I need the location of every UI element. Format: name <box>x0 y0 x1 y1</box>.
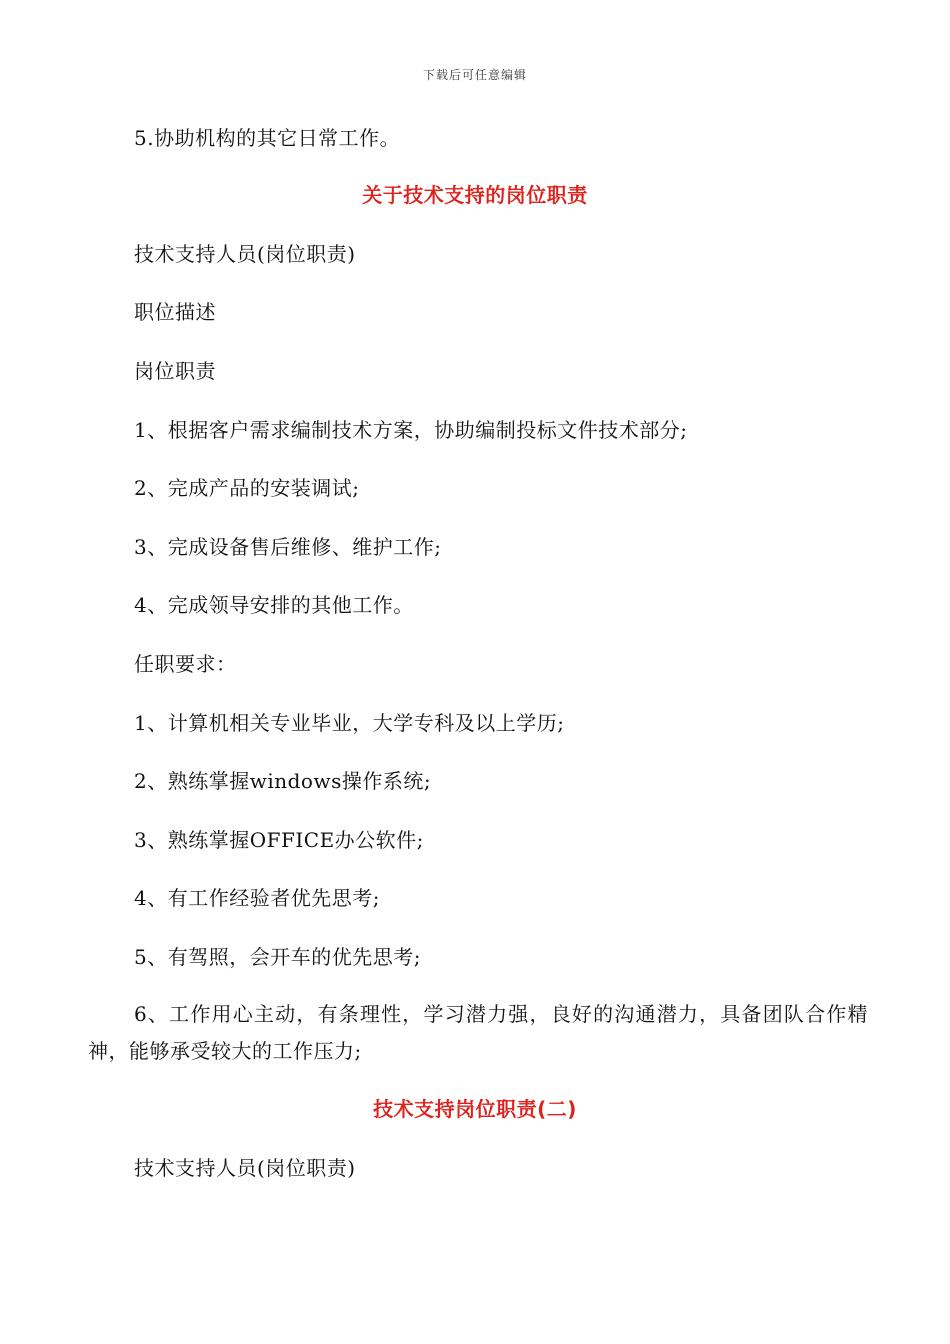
duty-item-4: 4、完成领导安排的其他工作。 <box>134 593 414 617</box>
requirement-item-6: 6、工作用心主动，有条理性，学习潜力强，良好的沟通潜力，具备团队合作精神，能够承受较大的工作压力; <box>88 1002 868 1063</box>
section-title-tech-support: 关于技术支持的岗位职责 <box>362 183 588 207</box>
duties-label: 岗位职责 <box>134 359 216 383</box>
duty-item-2: 2、完成产品的安装调试; <box>134 476 360 500</box>
previous-item-5: 5.协助机构的其它日常工作。 <box>134 126 401 150</box>
header-note: 下载后可任意编辑 <box>422 68 527 82</box>
requirement-item-1: 1、计算机相关专业毕业，大学专科及以上学历; <box>134 711 565 735</box>
role-title: 技术支持人员(岗位职责) <box>134 242 356 266</box>
requirement-item-2: 2、熟练掌握windows操作系统; <box>134 769 432 793</box>
requirements-label: 任职要求： <box>134 652 237 676</box>
duty-item-3: 3、完成设备售后维修、维护工作; <box>134 535 442 559</box>
duty-item-1: 1、根据客户需求编制技术方案，协助编制投标文件技术部分; <box>134 418 688 442</box>
requirement-item-4: 4、有工作经验者优先思考; <box>134 886 380 910</box>
description-label: 职位描述 <box>134 300 216 324</box>
section-title-tech-support-2: 技术支持岗位职责(二) <box>373 1097 577 1121</box>
requirement-item-3: 3、熟练掌握OFFICE办公软件; <box>134 828 424 852</box>
role-title-2: 技术支持人员(岗位职责) <box>134 1156 356 1180</box>
requirement-item-5: 5、有驾照，会开车的优先思考; <box>134 945 421 969</box>
